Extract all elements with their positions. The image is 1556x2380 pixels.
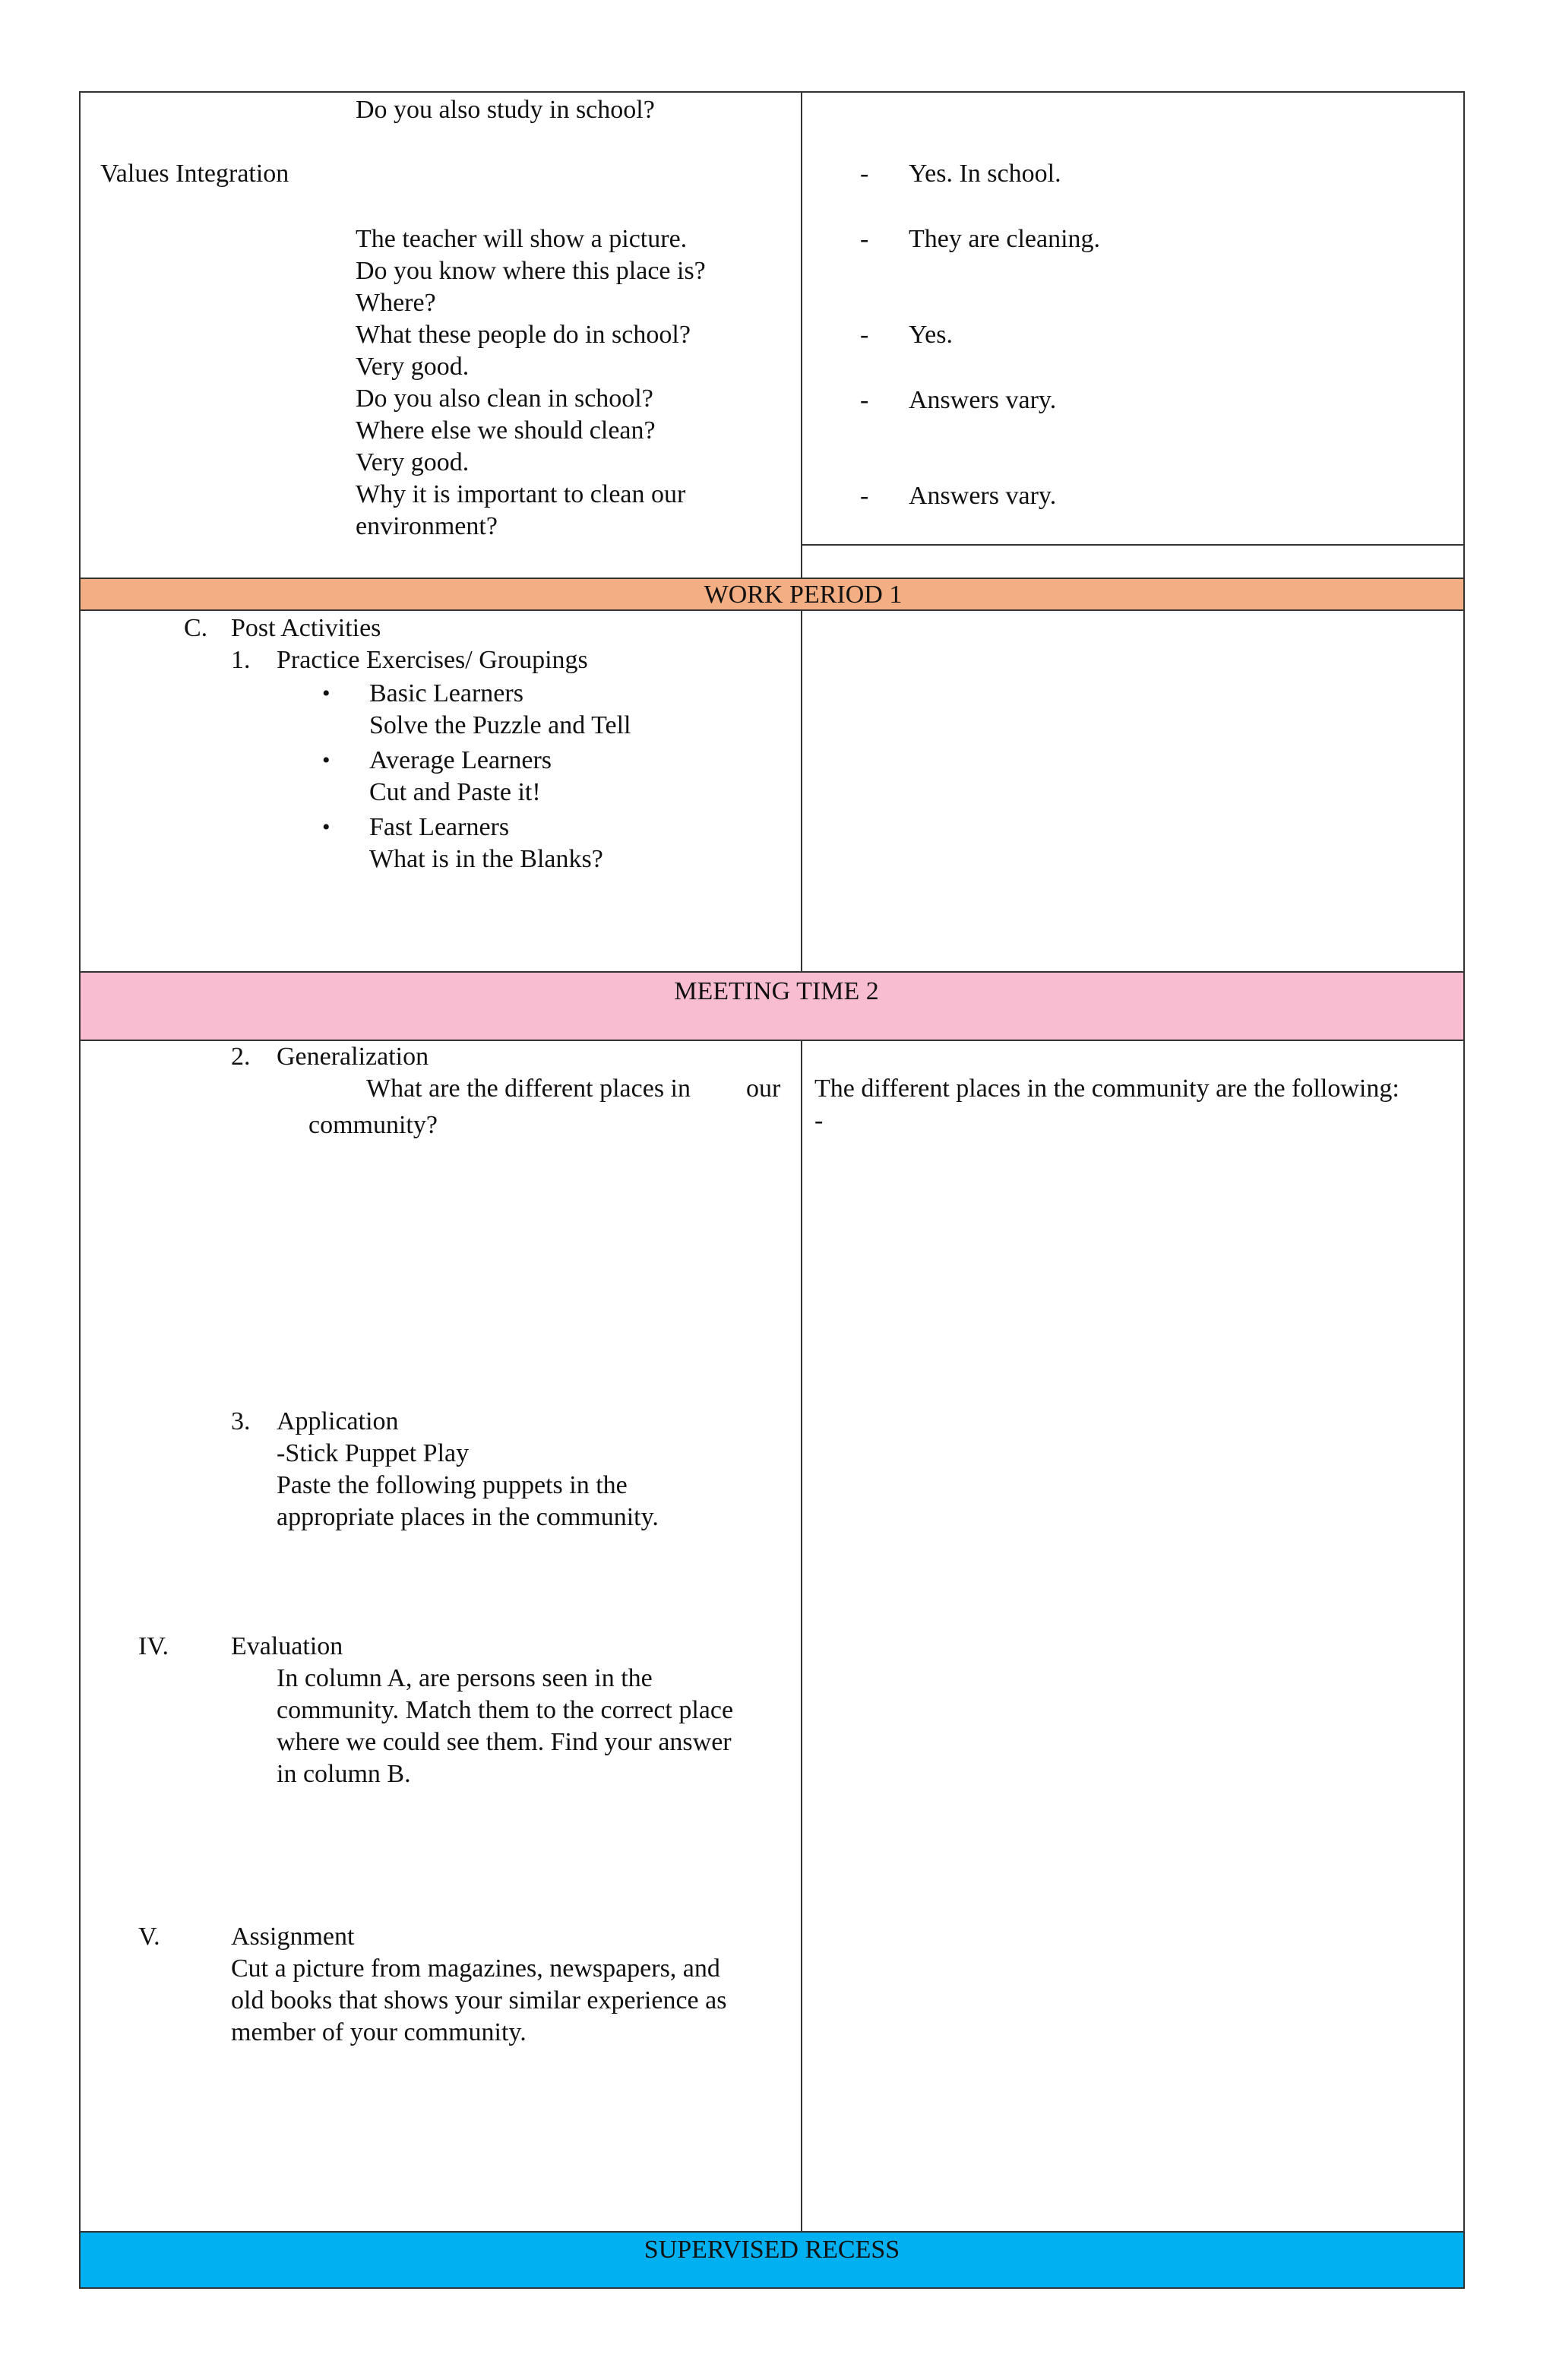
- generalization-question: community?: [308, 1111, 438, 1139]
- evaluation-line: where we could see them. Find your answer: [277, 1728, 732, 1756]
- teacher-line: environment?: [356, 512, 498, 540]
- column-divider: [801, 611, 802, 971]
- teacher-line: The teacher will show a picture.: [356, 225, 688, 253]
- response-text: Yes.: [909, 321, 953, 349]
- teacher-line: Where?: [356, 289, 436, 317]
- teacher-line: Why it is important to clean our: [356, 480, 686, 508]
- assignment-marker: V.: [138, 1923, 160, 1951]
- response-dash: -: [860, 225, 869, 253]
- evaluation-line: in column B.: [277, 1760, 411, 1788]
- practice-exercises-title: Practice Exercises/ Groupings: [277, 646, 588, 674]
- bullet-icon: •: [322, 815, 330, 840]
- evaluation-marker: IV.: [138, 1632, 169, 1660]
- evaluation-line: community. Match them to the correct place: [277, 1696, 734, 1724]
- teacher-line: What these people do in school?: [356, 321, 691, 349]
- generalization-answer-dash: -: [814, 1106, 824, 1135]
- response-dash: -: [860, 160, 869, 188]
- group-name: Basic Learners: [369, 679, 523, 707]
- supervised-recess-title: SUPERVISED RECESS: [644, 2236, 900, 2264]
- evaluation-title: Evaluation: [231, 1632, 343, 1660]
- group-activity: Solve the Puzzle and Tell: [369, 711, 631, 739]
- generalization-marker: 2.: [231, 1043, 251, 1071]
- group-activity: Cut and Paste it!: [369, 778, 541, 806]
- row-divider: [79, 609, 1465, 611]
- teacher-line: Do you know where this place is?: [356, 257, 706, 285]
- application-marker: 3.: [231, 1407, 251, 1435]
- application-line: Paste the following puppets in the: [277, 1471, 628, 1499]
- group-name: Fast Learners: [369, 813, 510, 841]
- response-text: They are cleaning.: [909, 225, 1101, 253]
- practice-exercises-marker: 1.: [231, 646, 251, 674]
- group-name: Average Learners: [369, 746, 552, 774]
- generalization-title: Generalization: [277, 1043, 429, 1071]
- post-activities-title: Post Activities: [231, 614, 381, 642]
- column-divider: [801, 1041, 802, 2231]
- response-dash: -: [860, 482, 869, 510]
- teacher-line: Very good.: [356, 353, 470, 381]
- application-line: appropriate places in the community.: [277, 1503, 659, 1531]
- teacher-line: Very good.: [356, 448, 470, 476]
- application-line: -Stick Puppet Play: [277, 1439, 470, 1467]
- application-title: Application: [277, 1407, 399, 1435]
- response-text: Answers vary.: [909, 386, 1057, 414]
- response-dash: -: [860, 386, 869, 414]
- generalization-answer: The different places in the community are the following:: [814, 1074, 1399, 1103]
- supervised-recess-header: [81, 2233, 1463, 2287]
- response-text: Yes. In school.: [909, 160, 1061, 188]
- meeting-time-2-title: MEETING TIME 2: [674, 977, 879, 1005]
- post-activities-marker: C.: [184, 614, 208, 642]
- evaluation-line: In column A, are persons seen in the: [277, 1664, 653, 1692]
- assignment-title: Assignment: [231, 1923, 355, 1951]
- column-divider: [801, 91, 802, 578]
- assignment-line: member of your community.: [231, 2018, 527, 2046]
- teacher-line: Where else we should clean?: [356, 416, 656, 445]
- response-text: Answers vary.: [909, 482, 1057, 510]
- assignment-line: old books that shows your similar experience as: [231, 1986, 727, 2014]
- teacher-line: Do you also clean in school?: [356, 385, 653, 413]
- generalization-question-word: our: [746, 1074, 781, 1103]
- teacher-line: Do you also study in school?: [356, 96, 655, 124]
- response-dash: -: [860, 321, 869, 349]
- work-period-1-header: [81, 579, 1463, 609]
- bullet-icon: •: [322, 681, 330, 706]
- generalization-question: What are the different places in: [366, 1074, 691, 1103]
- values-integration-label: Values Integration: [100, 160, 289, 188]
- work-period-1-title: WORK PERIOD 1: [704, 581, 903, 609]
- meeting-time-2-header: [81, 973, 1463, 1040]
- bullet-icon: •: [322, 748, 330, 773]
- group-activity: What is in the Blanks?: [369, 845, 603, 873]
- assignment-line: Cut a picture from magazines, newspapers, and: [231, 1954, 720, 1983]
- row-divider: [801, 544, 1465, 546]
